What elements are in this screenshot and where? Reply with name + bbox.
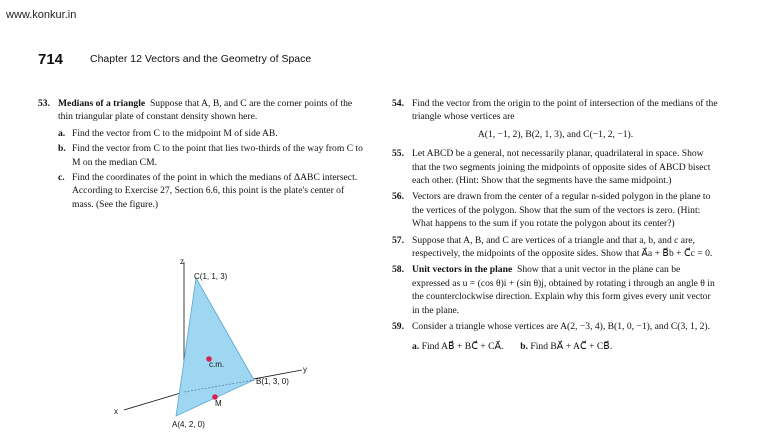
right-column xyxy=(392,97,719,353)
exercise-57-number: 57. xyxy=(392,234,404,246)
exercise-53-title: Medians of a triangle xyxy=(58,98,146,109)
watermark: www.konkur.in xyxy=(6,9,77,21)
exercise-59b-label: b. xyxy=(520,340,528,352)
exercise-57 xyxy=(392,234,719,261)
x-axis-label: x xyxy=(114,407,118,416)
exercise-53a-text: Find the vector from C to the midpoint M of side AB. xyxy=(72,127,278,139)
point-b-label: B(1, 3, 0) xyxy=(256,377,289,386)
center-of-mass-label: c.m. xyxy=(209,360,225,369)
y-axis-label: y xyxy=(303,365,307,374)
exercise-54-points: A(1, −1, 2), B(2, 1, 3), and C(−1, 2, −1). xyxy=(477,128,634,140)
exercise-54 xyxy=(392,97,719,124)
exercise-59-number: 59. xyxy=(392,321,404,333)
exercise-58-number: 58. xyxy=(392,264,404,276)
exercise-59b-text: Find BA⃗ + AC⃗ + CB⃗. xyxy=(530,340,613,352)
exercise-59-parts xyxy=(392,340,719,353)
exercise-59a-label: a. xyxy=(412,340,420,352)
exercise-53-text: Suppose that A, B, and C are the corner points of the thin triangular plate of constant density shown here. xyxy=(58,98,353,123)
z-axis-label: z xyxy=(180,257,184,266)
exercise-58 xyxy=(392,263,719,317)
exercise-54-number: 54. xyxy=(392,98,404,109)
point-a-label: A(4, 2, 0) xyxy=(172,420,205,429)
exercise-59 xyxy=(392,320,719,333)
exercise-53b-text: Find the vector from C to the point that lies two-thirds of the way from C to M on the median CM. xyxy=(72,143,363,168)
exercise-58-text: Show that a unit vector in the plane can be expressed as u = (cos θ)i + (sin θ)j, obtained by rotating i through an angle θ in the counterclockwise direction. Explain why this form gives every unit vector in the plane. xyxy=(412,264,715,316)
exercise-55-text: Let ABCD be a general, not necessarily planar, quadrilateral in space. Show that the two segments joining the midpoints of opposite sides of ABCD bisect each other. (Hint: Show that the segments have the same midpoint.) xyxy=(412,148,711,187)
exercise-56-number: 56. xyxy=(392,191,404,203)
exercise-53c-label: c. xyxy=(58,172,65,184)
exercise-53a xyxy=(38,127,364,140)
exercise-53c xyxy=(38,171,364,211)
exercise-55 xyxy=(392,147,719,187)
exercise-57-text: Suppose that A, B, and C are vertices of a triangle and that a, b, and c are, respectively, the midpoints of the opposite sides. Show that A⃗a + B⃗b + C⃗c = 0. xyxy=(412,234,713,260)
chapter-title: Chapter 12 Vectors and the Geometry of Space xyxy=(90,53,312,65)
exercise-58-title: Unit vectors in the plane xyxy=(412,264,513,276)
exercise-59-text: Consider a triangle whose vertices are A(2, −3, 4), B(1, 0, −1), and C(3, 1, 2). xyxy=(412,321,711,333)
x-axis xyxy=(124,392,184,410)
exercise-56-text: Vectors are drawn from the center of a regular n-sided polygon in the plane to the vertices of the polygon. Show that the sum of the vectors is zero. (Hint: What happens to the sum if you rotate the polygon about its center?) xyxy=(412,191,711,230)
left-column xyxy=(38,97,364,211)
point-c-label: C(1, 1, 3) xyxy=(194,272,228,281)
exercise-53a-label: a. xyxy=(58,127,66,139)
exercise-53b xyxy=(38,142,364,169)
page-number: 714 xyxy=(38,51,64,68)
exercise-53-number: 53. xyxy=(38,98,50,109)
exercise-55-number: 55. xyxy=(392,148,404,160)
triangle-figure xyxy=(100,250,340,435)
exercise-56 xyxy=(392,190,719,230)
exercise-53c-text: Find the coordinates of the point in which the medians of ΔABC intersect. According to Exercise 27, Section 6.6, this point is the plate's center of mass. (See the figure.) xyxy=(72,172,358,210)
point-m-label: M xyxy=(215,399,222,408)
exercise-53b-label: b. xyxy=(58,143,66,155)
exercise-59a-text: Find AB⃗ + BC⃗ + CA⃗. xyxy=(421,340,504,352)
exercise-53 xyxy=(38,97,364,124)
exercise-54-text: Find the vector from the origin to the point of intersection of the medians of the triangle whose vertices are xyxy=(412,98,718,123)
